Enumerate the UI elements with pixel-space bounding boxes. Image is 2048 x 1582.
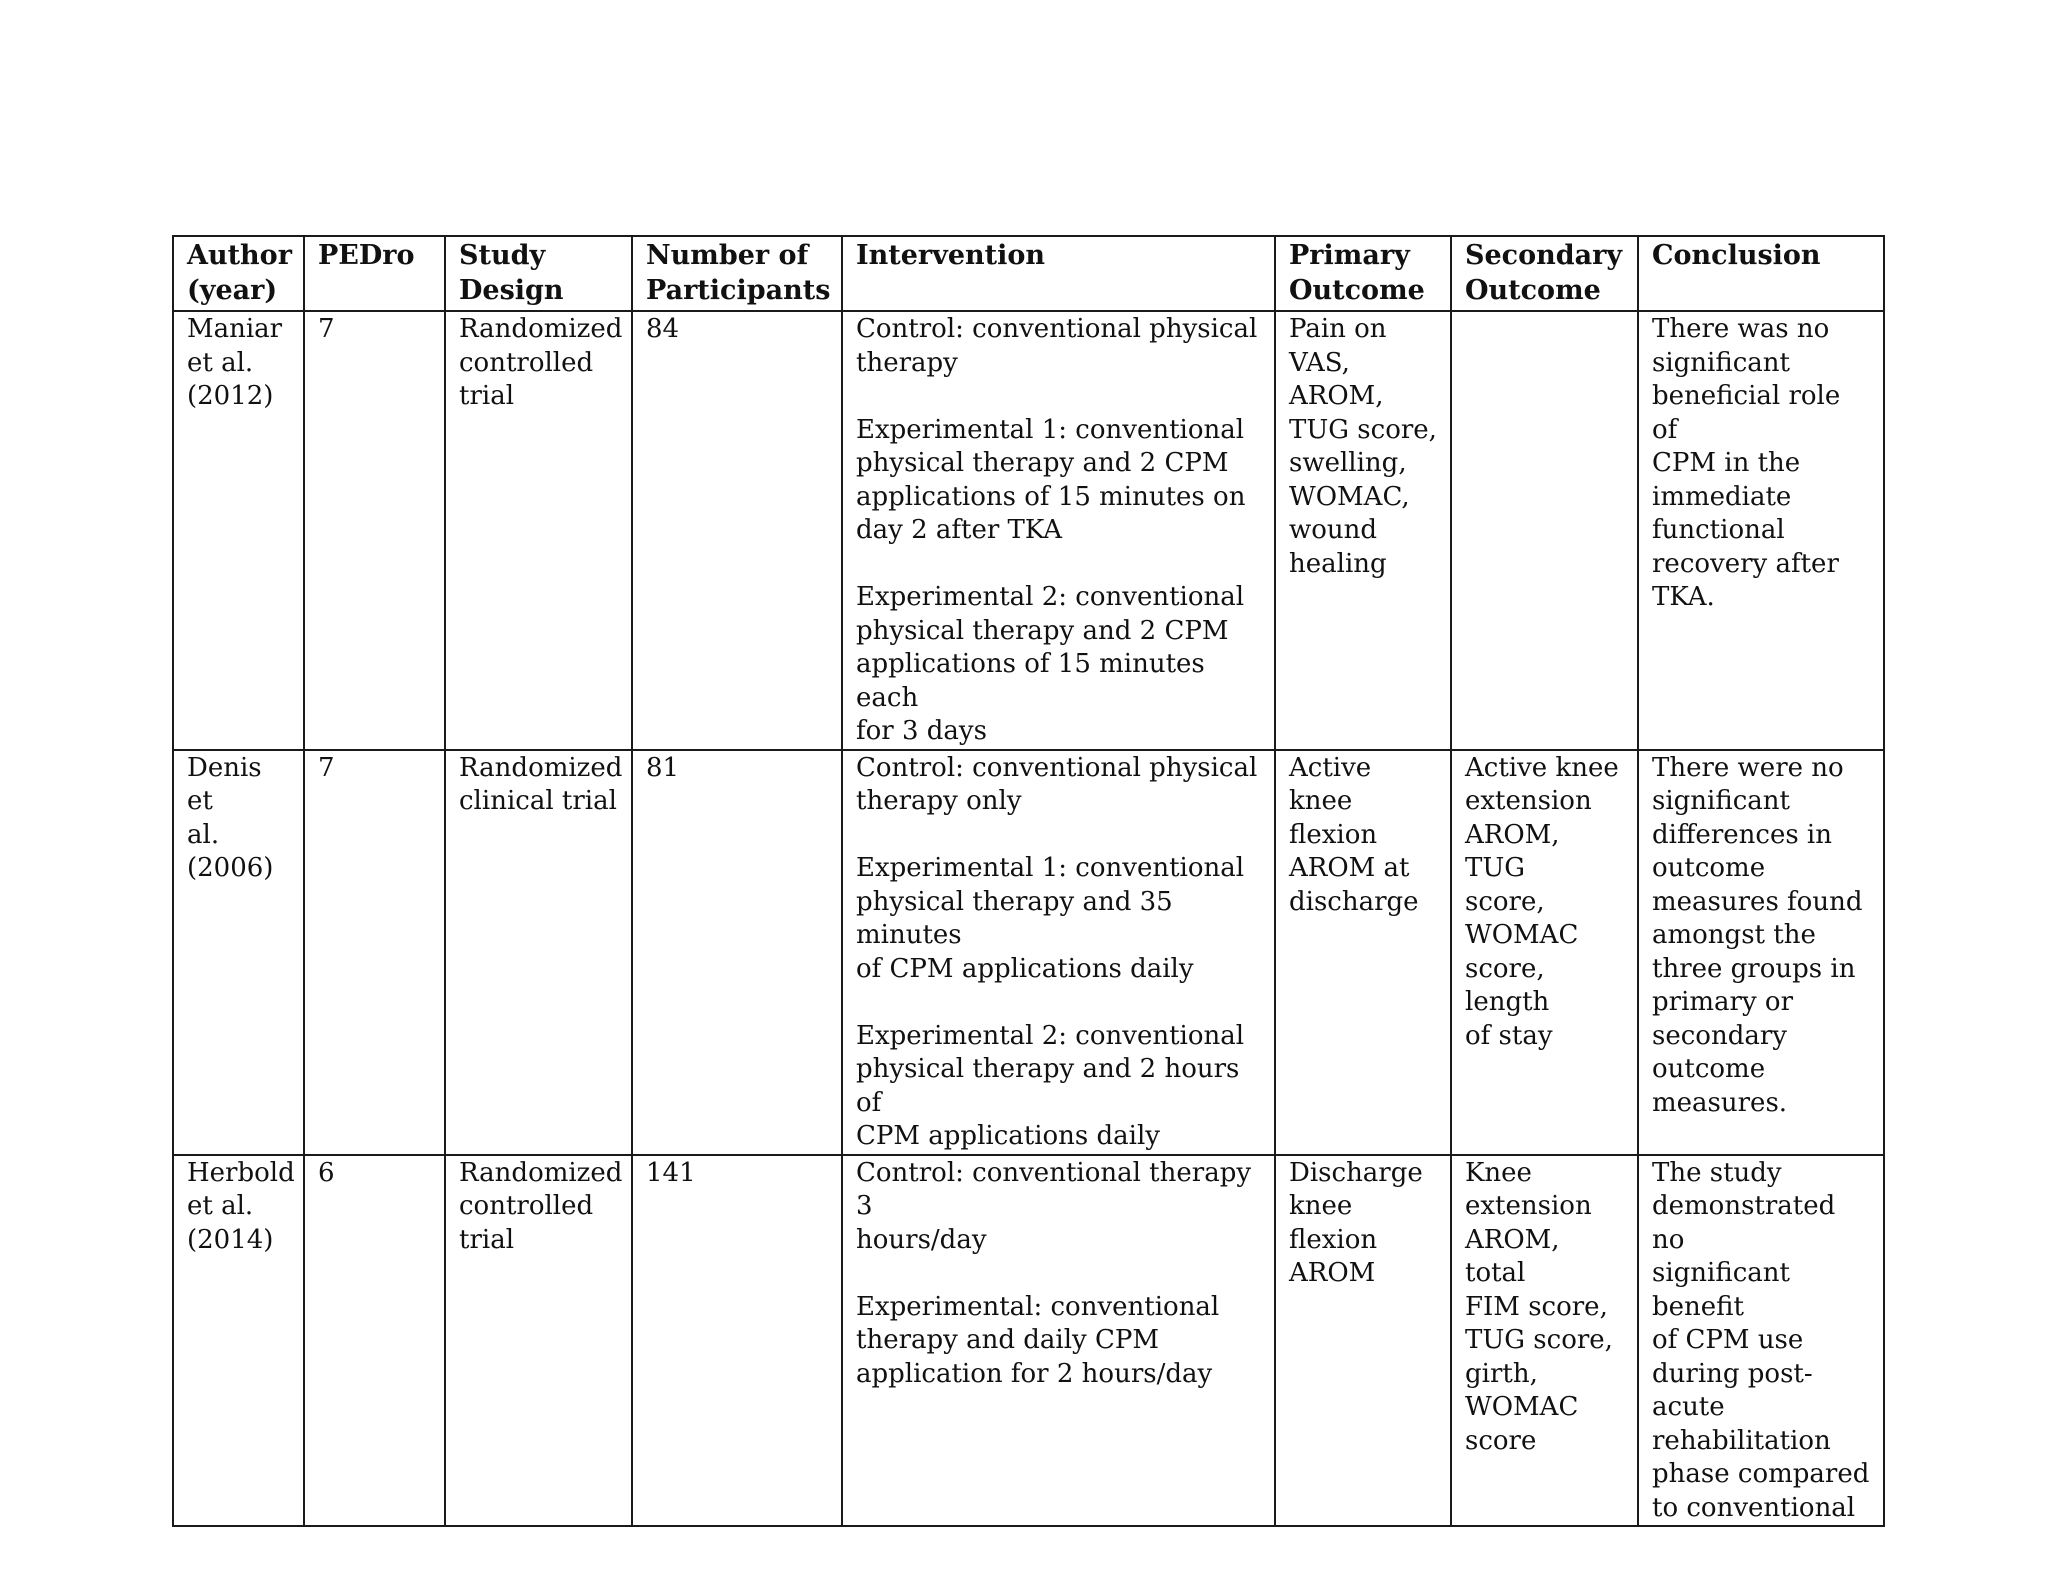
cell-secondary-outcome: Active knee extension AROM, TUG score, WOMAC score, length of stay	[1451, 750, 1638, 1155]
cell-study-design: Randomized controlled trial	[445, 1155, 632, 1527]
study-summary-table	[172, 235, 1885, 1527]
cell-study-design: Randomized controlled trial	[445, 311, 632, 750]
table-row	[173, 311, 1884, 750]
cell-secondary-outcome	[1451, 311, 1638, 750]
cell-pedro: 6	[304, 1155, 445, 1527]
intervention-paragraph: Control: conventional physical therapy	[856, 314, 1258, 378]
cell-pedro: 7	[304, 750, 445, 1155]
table-row	[173, 750, 1884, 1155]
cell-author: Maniar et al. (2012)	[173, 311, 304, 750]
cell-author: Denis et al. (2006)	[173, 750, 304, 1155]
cell-study-design: Randomized clinical trial	[445, 750, 632, 1155]
intervention-paragraph: Experimental 2: conventional physical therapy and 2 hours of CPM applications daily	[856, 1020, 1245, 1151]
cell-participants: 141	[632, 1155, 842, 1527]
header-conclusion: Conclusion	[1638, 236, 1884, 311]
table-row	[173, 1155, 1884, 1527]
cell-participants: 81	[632, 750, 842, 1155]
header-study-design: Study Design	[445, 236, 632, 311]
header-pedro: PEDro	[304, 236, 445, 311]
cell-primary-outcome: Discharge knee flexion AROM	[1275, 1155, 1451, 1527]
cell-primary-outcome: Pain on VAS, AROM, TUG score, swelling, WOMAC, wound healing	[1275, 311, 1451, 750]
header-intervention: Intervention	[842, 236, 1275, 311]
cell-secondary-outcome: Knee extension AROM, total FIM score, TUG score, girth, WOMAC score	[1451, 1155, 1638, 1527]
intervention-paragraph: Experimental 2: conventional physical therapy and 2 CPM applications of 15 minutes each for 3 days	[856, 582, 1245, 746]
intervention-paragraph: Control: conventional physical therapy only	[856, 752, 1258, 816]
cell-participants: 84	[632, 311, 842, 750]
cell-conclusion: The study demonstrated no significant benefit of CPM use during post-acute rehabilitation phase compared to conventional	[1638, 1155, 1884, 1527]
cell-primary-outcome: Active knee flexion AROM at discharge	[1275, 750, 1451, 1155]
header-row	[173, 236, 1884, 311]
header-author-year: Author (year)	[173, 236, 304, 311]
cell-author: Herbold et al. (2014)	[173, 1155, 304, 1527]
intervention-paragraph: Control: conventional therapy 3 hours/day	[856, 1157, 1252, 1255]
intervention-paragraph: Experimental 1: conventional physical therapy and 2 CPM applications of 15 minutes on day 2 after TKA	[856, 414, 1246, 545]
cell-pedro: 7	[304, 311, 445, 750]
cell-conclusion: There were no significant differences in outcome measures found amongst the three groups in primary or secondary outcome measures.	[1638, 750, 1884, 1155]
cell-intervention	[842, 311, 1275, 750]
cell-intervention	[842, 750, 1275, 1155]
intervention-paragraph: Experimental: conventional therapy and daily CPM application for 2 hours/day	[856, 1291, 1220, 1389]
cell-conclusion: There was no significant beneficial role of CPM in the immediate functional recovery after TKA.	[1638, 311, 1884, 750]
cell-intervention	[842, 1155, 1275, 1527]
header-secondary-outcome: Secondary Outcome	[1451, 236, 1638, 311]
header-number-of-participants: Number of Participants	[632, 236, 842, 311]
intervention-paragraph: Experimental 1: conventional physical therapy and 35 minutes of CPM applications daily	[856, 853, 1245, 984]
header-primary-outcome: Primary Outcome	[1275, 236, 1451, 311]
